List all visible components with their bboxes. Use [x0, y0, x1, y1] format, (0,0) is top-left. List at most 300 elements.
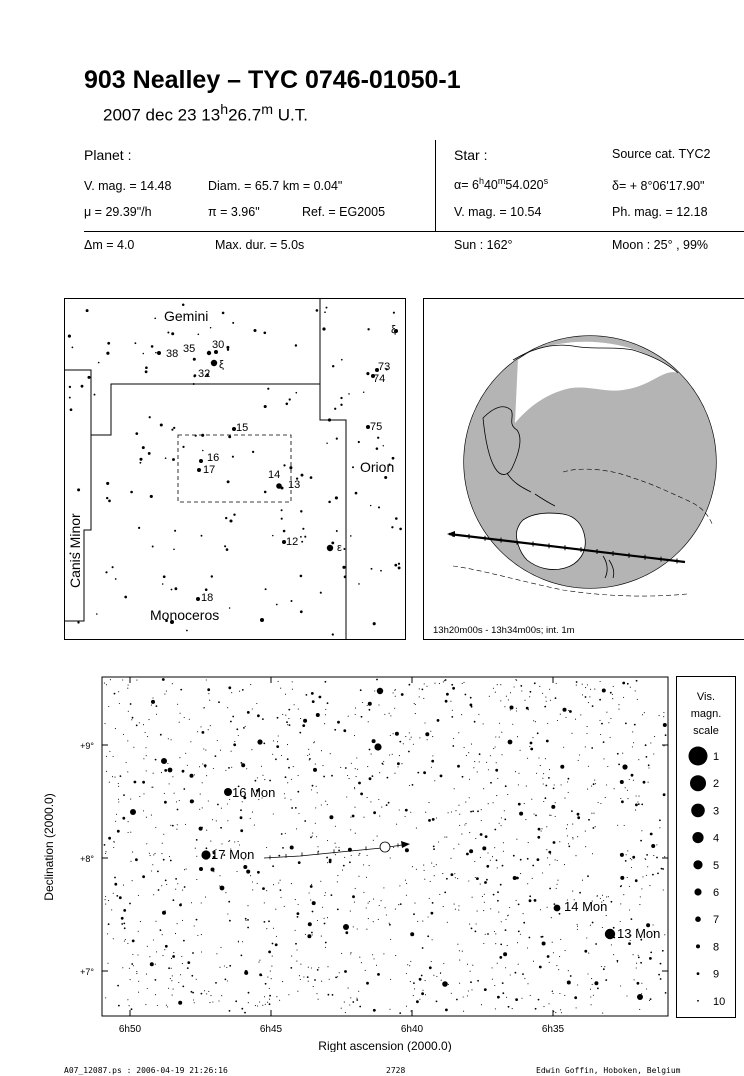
field-star: [446, 837, 447, 838]
field-star: [284, 793, 285, 794]
field-star: [202, 782, 203, 783]
field-star: [120, 775, 122, 777]
field-star: [493, 802, 494, 803]
star-source-catalog: Source cat. TYC2: [612, 147, 711, 161]
bright-field-star: [130, 809, 136, 815]
finder-star: [98, 362, 100, 364]
finder-star: [171, 332, 174, 335]
field-star: [227, 980, 228, 981]
field-star: [278, 735, 279, 736]
field-star: [559, 913, 561, 915]
field-star: [296, 949, 297, 950]
field-star: [626, 995, 627, 996]
field-star: [605, 797, 606, 798]
field-star: [603, 758, 604, 759]
field-star: [272, 956, 273, 957]
field-star: [478, 714, 479, 715]
field-star: [560, 714, 561, 715]
field-star: [486, 762, 487, 763]
field-star: [660, 963, 662, 965]
field-star: [513, 855, 515, 857]
field-star: [215, 982, 217, 984]
finder-star: [302, 528, 304, 530]
field-star: [576, 1007, 577, 1008]
field-star: [351, 855, 352, 856]
field-star: [232, 716, 234, 718]
field-star: [351, 763, 352, 764]
field-star: [113, 938, 114, 939]
field-star: [443, 963, 444, 964]
field-star: [469, 832, 470, 833]
field-star: [463, 1011, 464, 1012]
field-star: [212, 1001, 213, 1002]
field-star: [610, 718, 611, 719]
field-star: [174, 793, 175, 794]
field-star: [510, 709, 511, 710]
field-star: [278, 855, 280, 857]
field-star: [216, 953, 217, 954]
field-star: [659, 819, 661, 821]
field-star: [485, 934, 486, 935]
field-star: [122, 817, 125, 820]
field-star: [432, 736, 433, 737]
field-star: [555, 1012, 556, 1013]
field-star: [538, 757, 539, 758]
field-star: [131, 963, 133, 965]
field-star: [234, 741, 235, 742]
field-star: [645, 744, 647, 746]
field-star: [452, 710, 453, 711]
finder-star: [283, 530, 286, 533]
field-star: [622, 753, 623, 754]
field-star: [445, 679, 447, 681]
field-star: [204, 990, 205, 991]
field-star: [182, 920, 183, 921]
field-star: [395, 955, 396, 956]
field-star: [641, 993, 642, 994]
field-star: [527, 758, 528, 759]
field-star: [565, 717, 566, 718]
finder-star: [151, 345, 154, 348]
field-star: [106, 771, 107, 772]
field-star: [196, 879, 197, 880]
field-star: [516, 839, 517, 840]
field-star: [334, 729, 336, 731]
field-star: [145, 1004, 146, 1005]
field-star: [291, 779, 292, 780]
field-star: [594, 981, 598, 985]
field-star: [227, 707, 228, 708]
field-star: [429, 898, 430, 899]
x-axis-label: Right ascension (2000.0): [318, 1039, 452, 1052]
field-star: [393, 733, 394, 734]
field-star: [191, 902, 192, 903]
field-star: [638, 955, 639, 956]
field-star: [515, 998, 518, 1001]
field-star: [217, 804, 219, 806]
field-star: [608, 896, 609, 897]
field-star: [436, 976, 437, 977]
field-star: [355, 768, 356, 769]
field-star: [625, 787, 626, 788]
field-star: [228, 901, 230, 903]
field-star: [543, 1006, 544, 1007]
field-star: [116, 895, 118, 897]
field-star: [314, 979, 316, 981]
field-star: [582, 694, 583, 695]
field-star: [155, 827, 156, 828]
field-star: [559, 956, 560, 957]
magnitude-legend: [676, 676, 736, 1018]
field-star: [529, 937, 531, 939]
field-star: [219, 967, 220, 968]
field-star: [409, 965, 410, 966]
field-star: [105, 851, 106, 852]
field-star: [406, 883, 407, 884]
finder-star: [380, 570, 382, 572]
field-star: [107, 963, 108, 964]
field-star: [169, 783, 170, 784]
field-star: [395, 696, 396, 697]
field-star: [172, 955, 175, 958]
field-star: [556, 965, 557, 966]
field-star: [288, 709, 290, 711]
legend-title-line-1: Vis.: [696, 691, 716, 703]
field-star: [444, 892, 446, 894]
field-star: [231, 767, 232, 768]
field-star: [409, 732, 410, 733]
field-star: [247, 919, 249, 921]
field-star: [638, 957, 640, 959]
field-star: [127, 999, 128, 1000]
field-star: [503, 851, 504, 852]
field-star: [613, 686, 614, 687]
field-star: [412, 866, 413, 867]
field-star: [295, 943, 297, 945]
finder-star: [295, 392, 297, 394]
field-star: [179, 722, 180, 723]
field-star: [378, 704, 379, 705]
planet-motion: μ = 29.39"/h: [84, 205, 152, 219]
field-star: [530, 748, 533, 751]
field-star: [290, 967, 292, 969]
field-star: [409, 684, 411, 686]
bright-field-star: [168, 768, 173, 773]
field-star: [359, 957, 360, 958]
field-star: [497, 778, 498, 779]
field-star: [355, 888, 356, 889]
field-star: [109, 782, 110, 783]
field-star: [497, 963, 498, 964]
bright-field-star: [201, 850, 210, 859]
field-star: [514, 686, 515, 687]
legend-magnitude-dot: [693, 860, 702, 869]
field-star: [128, 821, 129, 822]
field-star: [311, 967, 312, 968]
field-star: [425, 980, 426, 981]
field-star: [272, 943, 274, 945]
field-star: [543, 801, 544, 802]
field-star: [109, 751, 110, 752]
field-star: [166, 691, 167, 692]
field-star: [579, 754, 580, 755]
finder-star: [87, 376, 90, 379]
field-star: [386, 804, 388, 806]
field-star: [500, 944, 502, 946]
field-star: [164, 769, 167, 772]
field-star: [194, 925, 195, 926]
field-star: [595, 943, 597, 945]
field-star: [535, 815, 537, 817]
finder-star: [186, 630, 188, 632]
legend-magnitude-dot: [694, 888, 701, 895]
field-star: [373, 958, 374, 959]
field-star: [132, 717, 134, 719]
field-star: [432, 939, 433, 940]
field-star: [398, 904, 399, 905]
footer-number: 2728: [386, 1066, 406, 1075]
field-star: [538, 999, 540, 1001]
field-star: [584, 950, 587, 953]
field-star: [312, 901, 316, 905]
field-star: [592, 984, 593, 985]
field-star: [546, 740, 549, 743]
field-star: [221, 995, 222, 996]
field-star: [397, 766, 398, 767]
field-star: [393, 692, 394, 693]
field-star: [269, 988, 270, 989]
field-star: [197, 935, 198, 936]
footer-file: A07_12087.ps : 2006-04-19 21:26:16: [64, 1066, 228, 1075]
field-star: [389, 713, 390, 714]
field-star: [110, 679, 111, 680]
finder-star: [106, 352, 109, 355]
field-star: [585, 831, 586, 832]
finder-star: [106, 497, 108, 499]
field-star: [313, 742, 314, 743]
field-star: [136, 680, 137, 681]
x-tick-6h45: 6h45: [259, 1024, 283, 1035]
field-star: [665, 734, 667, 736]
field-star: [468, 990, 469, 991]
finder-bright-star: [197, 468, 201, 472]
finder-star: [343, 548, 345, 550]
field-star: [300, 718, 301, 719]
field-star: [613, 927, 614, 928]
field-star: [129, 903, 131, 905]
field-star: [636, 795, 637, 796]
field-star: [327, 862, 328, 863]
field-star: [541, 831, 542, 832]
finder-star-label: ξ: [391, 324, 396, 336]
field-star: [341, 1008, 342, 1009]
field-star: [520, 934, 521, 935]
field-star: [208, 693, 209, 694]
field-star: [497, 684, 498, 685]
field-star: [649, 957, 652, 960]
field-star: [365, 970, 366, 971]
field-star: [612, 698, 613, 699]
field-star: [628, 942, 631, 945]
field-star: [620, 780, 624, 784]
field-star: [163, 859, 165, 861]
field-star: [431, 760, 434, 763]
field-star: [347, 775, 348, 776]
field-star: [422, 689, 424, 691]
field-star: [470, 811, 472, 813]
field-star: [492, 967, 493, 968]
field-star: [292, 681, 293, 682]
field-star: [527, 858, 529, 860]
finder-star: [304, 536, 306, 538]
field-star: [132, 880, 133, 881]
field-star: [534, 899, 537, 902]
field-star: [497, 867, 498, 868]
field-star: [410, 981, 411, 982]
field-star: [280, 889, 282, 891]
finder-star: [171, 429, 173, 431]
field-star: [590, 925, 591, 926]
field-star: [465, 823, 466, 824]
field-star: [451, 873, 454, 876]
field-star: [490, 860, 491, 861]
field-star: [517, 942, 518, 943]
field-star: [450, 858, 451, 859]
field-star: [453, 738, 454, 739]
field-star: [482, 846, 486, 850]
field-star: [168, 738, 169, 739]
finder-star: [391, 526, 393, 528]
field-star: [288, 767, 290, 769]
field-star: [415, 704, 416, 705]
field-star: [588, 953, 589, 954]
field-star: [172, 995, 173, 996]
finder-star-label: 13: [288, 479, 301, 491]
field-star: [135, 858, 138, 861]
field-star: [146, 817, 147, 818]
field-star: [200, 794, 201, 795]
field-star: [585, 846, 586, 847]
field-star: [470, 971, 471, 972]
field-star: [261, 975, 262, 976]
event-datetime: [103, 102, 308, 126]
field-star: [428, 819, 431, 822]
field-star: [389, 754, 390, 755]
field-star: [168, 988, 169, 989]
field-star: [547, 857, 548, 858]
field-star: [328, 994, 330, 996]
field-star: [297, 791, 299, 793]
finder-star: [378, 506, 380, 508]
field-star: [234, 841, 235, 842]
field-star: [570, 975, 572, 977]
finder-star: [232, 456, 234, 458]
field-star: [543, 783, 544, 784]
field-star: [252, 812, 253, 813]
field-star: [368, 702, 372, 706]
finder-star: [264, 491, 267, 494]
finder-star: [105, 571, 107, 573]
field-star: [366, 982, 369, 985]
field-star: [428, 802, 429, 803]
finder-star: [69, 386, 71, 388]
field-star: [312, 836, 313, 837]
field-star: [221, 843, 222, 844]
field-star: [355, 708, 356, 709]
field-star: [558, 969, 559, 970]
field-star: [401, 763, 402, 764]
field-star: [269, 1003, 271, 1005]
field-star: [164, 949, 165, 950]
field-star: [311, 932, 313, 934]
field-star: [324, 723, 325, 724]
finder-star: [94, 394, 96, 396]
field-star: [577, 836, 578, 837]
field-star: [207, 688, 210, 691]
field-star: [298, 775, 299, 776]
field-star: [461, 834, 462, 835]
field-star: [182, 963, 183, 964]
field-star: [164, 801, 167, 804]
field-star: [350, 997, 351, 998]
field-star: [560, 765, 564, 769]
field-star: [149, 956, 150, 957]
field-star: [275, 758, 277, 760]
field-star: [520, 859, 522, 861]
field-star: [593, 995, 594, 996]
field-star: [317, 792, 318, 793]
field-star: [138, 895, 139, 896]
field-star: [451, 811, 452, 812]
field-star: [105, 896, 106, 897]
field-star: [136, 973, 137, 974]
field-star: [248, 992, 250, 994]
field-star: [296, 961, 297, 962]
field-star: [577, 813, 580, 816]
bright-field-star: [224, 788, 232, 796]
field-star: [105, 899, 106, 900]
star-chart: [40, 672, 674, 1052]
field-star: [636, 963, 637, 964]
field-star: [182, 986, 184, 988]
field-star: [656, 857, 658, 859]
field-star: [659, 715, 660, 716]
field-star: [588, 766, 589, 767]
field-star: [262, 1005, 263, 1006]
field-star: [632, 731, 633, 732]
field-star: [184, 886, 186, 888]
field-star: [379, 816, 380, 817]
field-star: [142, 781, 145, 784]
field-star: [116, 814, 117, 815]
field-star: [209, 700, 210, 701]
field-star: [250, 818, 251, 819]
field-star: [201, 993, 203, 995]
field-star: [477, 911, 478, 912]
field-star: [258, 962, 259, 963]
field-star: [145, 747, 146, 748]
field-star: [311, 692, 314, 695]
field-star: [577, 816, 580, 819]
field-star: [529, 696, 530, 697]
field-star: [658, 974, 660, 976]
field-star: [443, 906, 444, 907]
field-star: [291, 956, 292, 957]
field-star: [610, 737, 611, 738]
field-star: [595, 783, 596, 784]
field-star: [165, 945, 168, 948]
field-star: [557, 880, 558, 881]
